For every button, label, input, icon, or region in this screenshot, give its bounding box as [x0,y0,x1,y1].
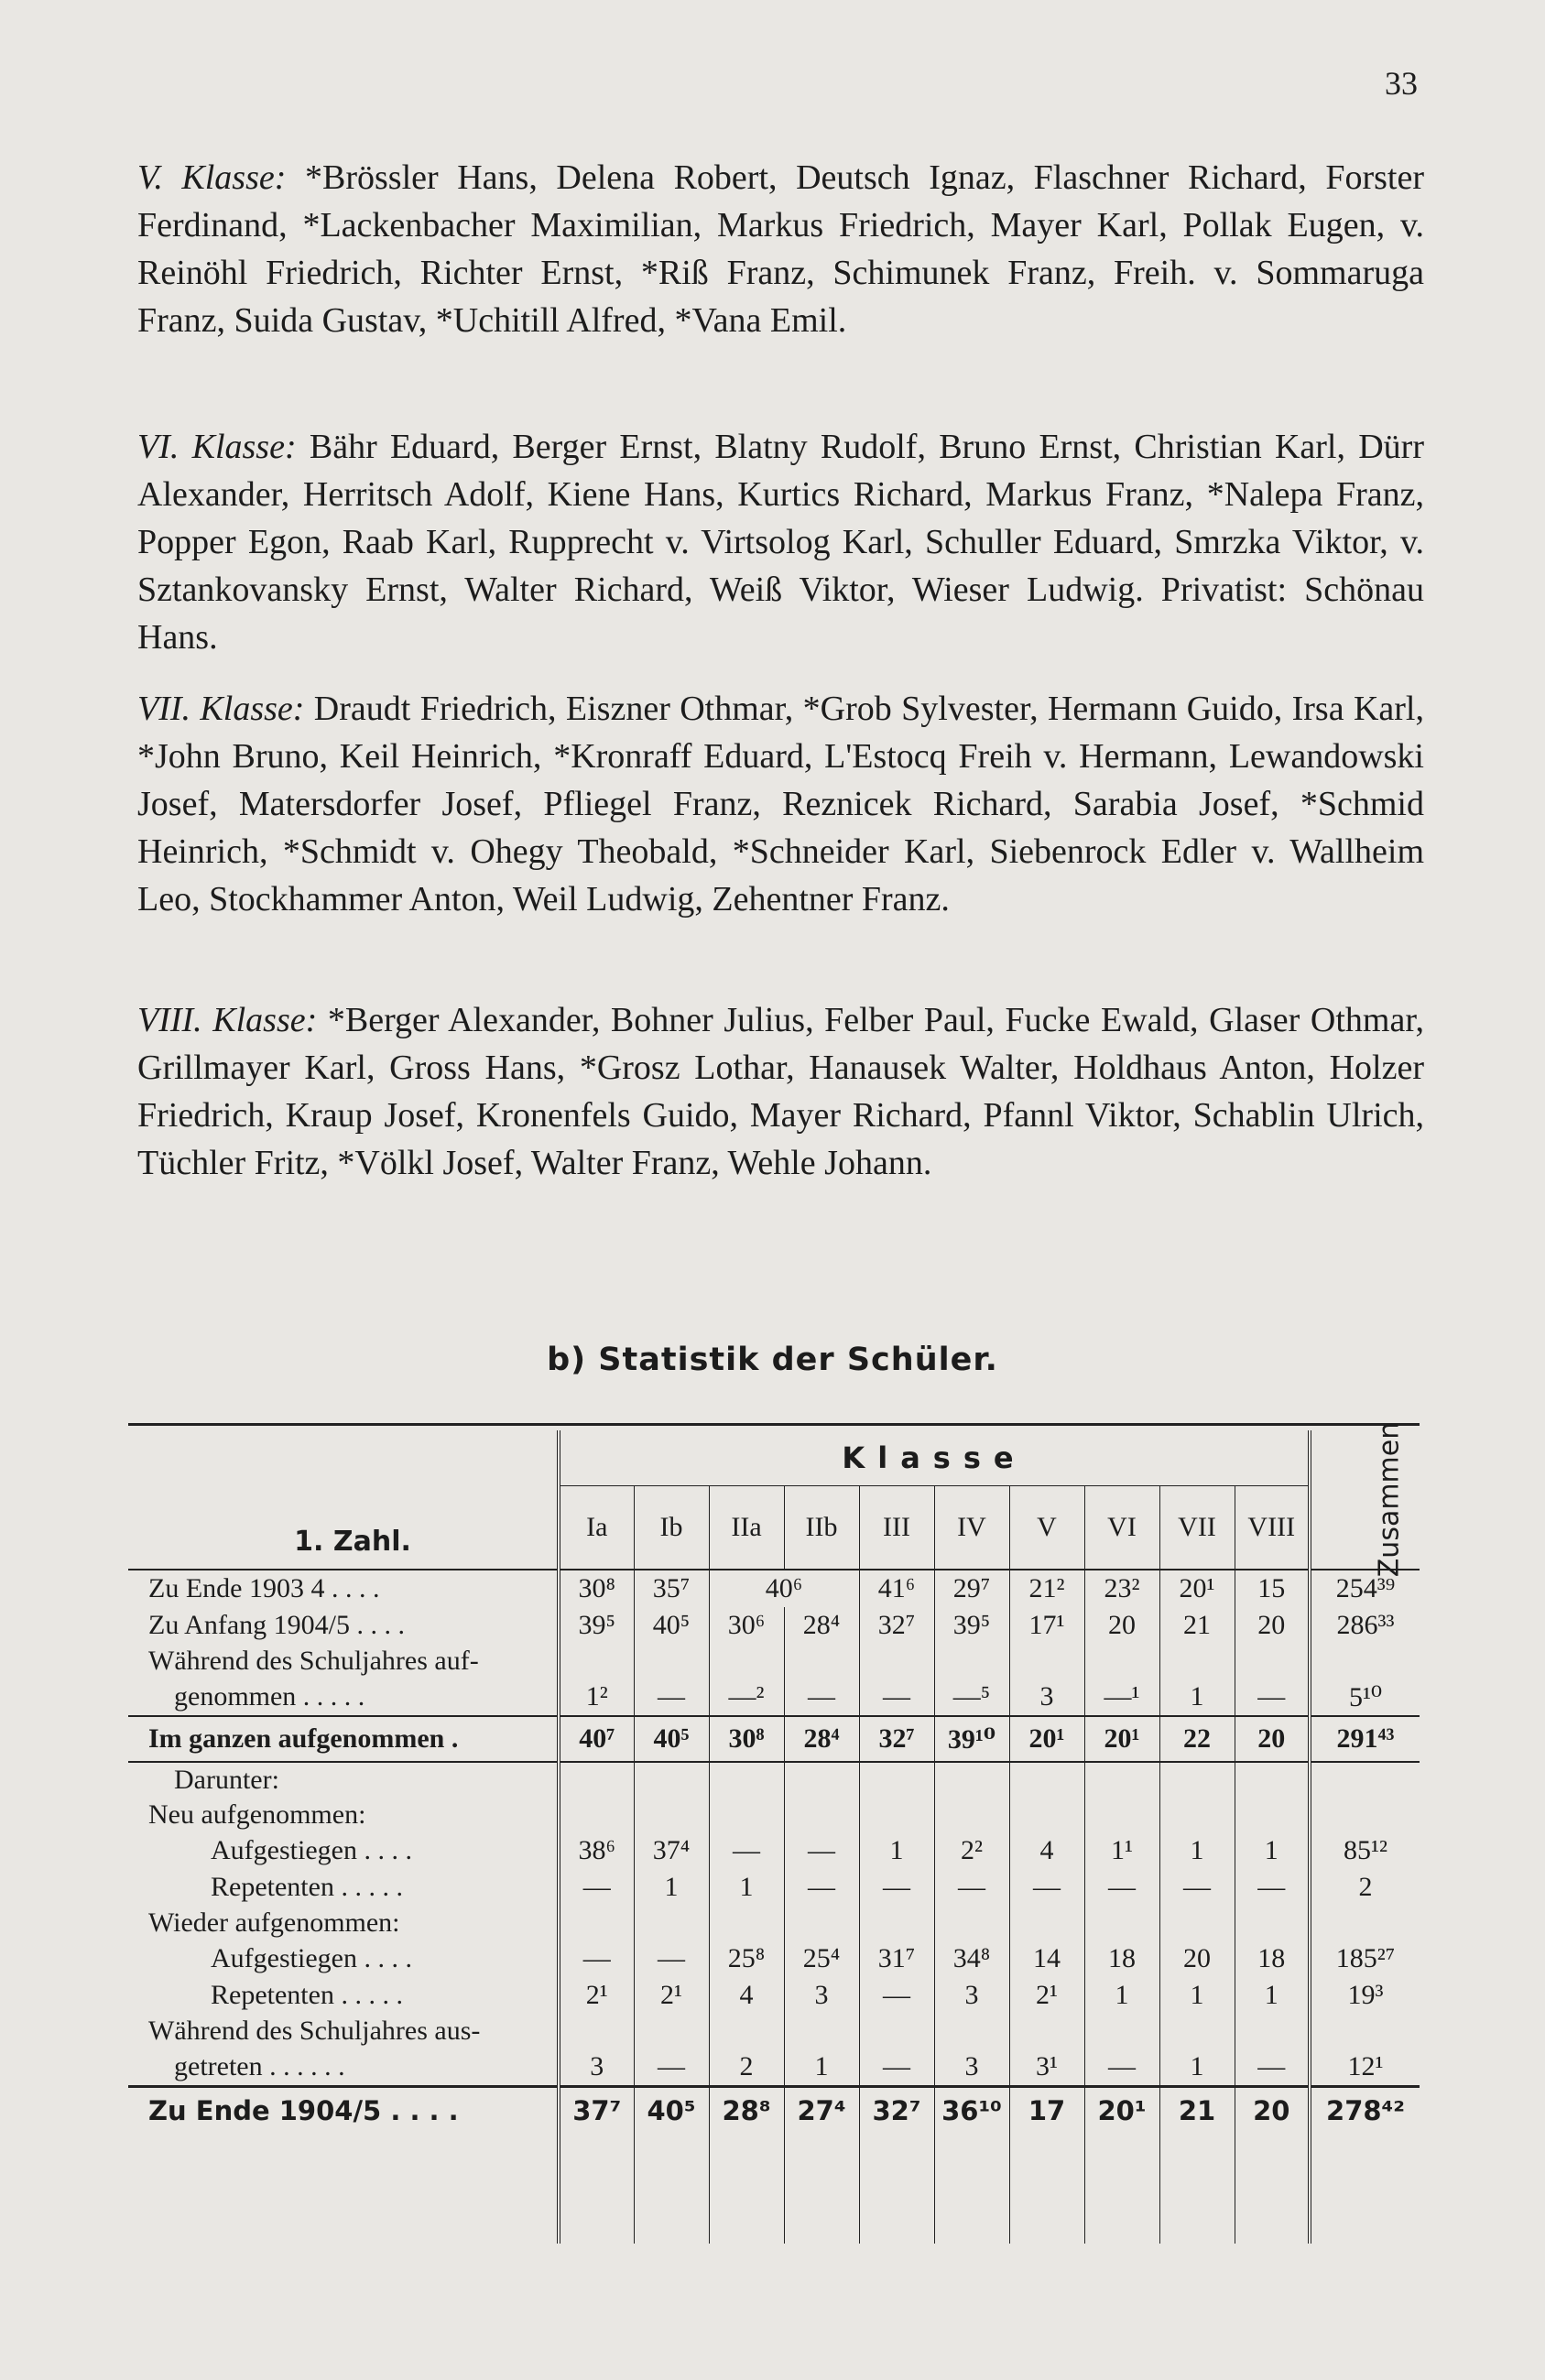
table-cell: 29⁷ [934,1570,1009,1607]
table-cell: 40⁵ [634,1607,709,1644]
total-cell: 254³⁹ [1310,1570,1420,1607]
table-cell: 2 [709,2049,784,2087]
table-cell: 21 [1159,1607,1235,1644]
table-cell: 41⁶ [859,1570,934,1607]
table-cell: 1 [1159,1977,1235,2014]
table-cell: — [859,2049,934,2087]
table-cell: 37⁷ [559,2087,634,2135]
table-cell: 35⁷ [634,1570,709,1607]
table-cell: 20 [1159,1940,1235,1977]
table-cell: 20 [1235,2087,1310,2135]
student-list: Draudt Friedrich, Eiszner Othmar, *Grob Sylvester, Hermann Guido, Irsa Karl, *John Bruno, Keil Heinrich, *Kronraff Eduard, L'Estocq Freih v. Hermann, Lewandowski Josef, Matersdorfer Josef, Pfliegel Franz, Reznicek Richard, Sarabia Josef, *Schmid Heinrich, *Schmidt v. Ohegy Theobald, *Schneider Karl, Siebenrock Edler v. Wallheim Leo, Stockhammer Anton, Weil Ludwig, Zehentner Franz. [137,690,1424,918]
klasse-label: VIII. Klasse: [137,1001,318,1039]
table-cell: 3¹ [1009,2049,1084,2087]
total-cell: 286³³ [1310,1607,1420,1644]
table-row [128,1869,1420,1906]
table-cell: 14 [1009,1940,1084,1977]
zusammen-header [1310,1421,1420,1578]
table-cell: 3 [934,1977,1009,2014]
table-cell: — [1235,1869,1310,1906]
row-label: Darunter: [128,1762,559,1798]
table-cell: 2¹ [559,1977,634,2014]
zusammen-label: Zusammen [1373,1421,1406,1578]
student-list: *Brössler Hans, Delena Robert, Deutsch Ignaz, Flaschner Richard, Forster Ferdinand, *Lackenbacher Maximilian, Markus Friedrich, Mayer Karl, Pollak Eugen, v. Reinöhl Friedrich, Richter Ernst, *Riß Franz, Schimunek Franz, Freih. v. Sommaruga Franz, Suida Gustav, *Uchitill Alfred, *Vana Emil. [137,158,1424,340]
table-cell: 31⁷ [859,1940,934,1977]
table-cell: 22 [1159,1716,1235,1762]
klasse-header: Klasse [559,1430,1310,1486]
table-cell: 30⁸ [709,1716,784,1762]
table-cell: 20¹ [1084,1716,1159,1762]
row-label: Wieder aufgenommen: [128,1906,559,1940]
table-cell: 20 [1235,1716,1310,1762]
column-header: VII [1159,1486,1235,1570]
table-cell: 40⁷ [559,1716,634,1762]
table-cell: 1 [859,1832,934,1869]
row-label: Zu Ende 1904/5 . . . . [128,2087,559,2135]
table-cell: — [1009,1869,1084,1906]
table-cell: 20¹ [1009,1716,1084,1762]
table-cell: 1 [1159,1679,1235,1716]
table-cell: —² [709,1679,784,1716]
table-row [128,2049,1420,2087]
table-row [128,1906,1420,1940]
table-cell: 3 [559,2049,634,2087]
table-cell: 4 [1009,1832,1084,1869]
table-cell: 20¹ [1159,1570,1235,1607]
paragraph-klasse-8 [137,996,1424,1187]
table-cell: 34⁸ [934,1940,1009,1977]
total-cell: 291⁴³ [1310,1716,1420,1762]
table-cell: 32⁷ [859,2087,934,2135]
table-cell: 18 [1084,1940,1159,1977]
total-cell: 185²⁷ [1310,1940,1420,1977]
table-cell: 32⁷ [859,1607,934,1644]
table-cell: — [709,1832,784,1869]
table-cell: — [634,1679,709,1716]
table-cell: — [859,1679,934,1716]
table-cell: — [1084,2049,1159,2087]
table-cell: — [1235,1679,1310,1716]
table-cell: 36¹⁰ [934,2087,1009,2135]
zahl-header: 1. Zahl. [128,1430,559,1570]
total-cell: 278⁴² [1310,2087,1420,2135]
paragraph-klasse-5 [137,154,1424,344]
total-cell: 2 [1310,1869,1420,1906]
page-number: 33 [1385,65,1418,102]
table-cell: 1¹ [1084,1832,1159,1869]
row-label: Repetenten . . . . . [128,1869,559,1906]
table-cell: 18 [1235,1940,1310,1977]
table-cell: 3 [934,2049,1009,2087]
table-cell: — [559,1869,634,1906]
table-cell: — [634,1940,709,1977]
table-cell: 20¹ [1084,2087,1159,2135]
table-cell: — [784,1679,859,1716]
klasse-label: VII. Klasse: [137,690,305,728]
table-cell: 17 [1009,2087,1084,2135]
total-cell: 12¹ [1310,2049,1420,2087]
table-cell: 15 [1235,1570,1310,1607]
table-cell: — [559,1940,634,1977]
table-cell: —⁵ [934,1679,1009,1716]
table-cell: 1 [1235,1832,1310,1869]
table-cell: 40⁶ [709,1570,859,1607]
row-label: Während des Schuljahres aus- [128,2014,559,2049]
table-row [128,1762,1420,1798]
table-cell: 2² [934,1832,1009,1869]
row-label: Repetenten . . . . . [128,1977,559,2014]
table-cell: — [634,2049,709,2087]
table-cell: 3 [1009,1679,1084,1716]
section-heading: b) Statistik der Schüler. [547,1342,998,1378]
table-cell: 1 [784,2049,859,2087]
total-cell: 19³ [1310,1977,1420,2014]
statistics-table-wrapper [128,1421,1420,2244]
table-cell: 28⁸ [709,2087,784,2135]
table-cell: 28⁴ [784,1607,859,1644]
table-cell: — [1084,1869,1159,1906]
table-row [128,1716,1420,1762]
column-header: IIa [709,1486,784,1570]
table-cell: 27⁴ [784,2087,859,2135]
total-cell: 5¹⁰ [1310,1679,1420,1716]
student-list: *Berger Alexander, Bohner Julius, Felber Paul, Fucke Ewald, Glaser Othmar, Grillmayer Karl, Gross Hans, *Grosz Lothar, Hanausek Walter, Holdhaus Anton, Holzer Friedrich, Kraup Josef, Kronenfels Guido, Mayer Richard, Pfannl Viktor, Schablin Ulrich, Tüchler Fritz, *Völkl Josef, Walter Franz, Wehle Johann. [137,1001,1424,1182]
column-header: VIII [1235,1486,1310,1570]
table-cell: — [784,1832,859,1869]
table-cell: 21 [1159,2087,1235,2135]
table-cell: 25⁸ [709,1940,784,1977]
table-cell: 1 [709,1869,784,1906]
table-row [128,1940,1420,1977]
table-cell: 37⁴ [634,1832,709,1869]
column-header: IV [934,1486,1009,1570]
column-header: Ia [559,1486,634,1570]
table-cell: 2¹ [1009,1977,1084,2014]
table-cell: 20 [1084,1607,1159,1644]
row-label: genommen . . . . . [128,1679,559,1716]
table-cell: 39⁵ [934,1607,1009,1644]
table-cell: 3 [784,1977,859,2014]
table-cell: 4 [709,1977,784,2014]
table-cell: 30⁶ [709,1607,784,1644]
table-cell: 21² [1009,1570,1084,1607]
table-cell: 40⁵ [634,2087,709,2135]
table-cell: 17¹ [1009,1607,1084,1644]
table-row [128,1679,1420,1716]
column-header: V [1009,1486,1084,1570]
paragraph-klasse-6 [137,423,1424,661]
row-label: Zu Anfang 1904/5 . . . . [128,1607,559,1644]
row-label: Aufgestiegen . . . . [128,1940,559,1977]
total-cell: 85¹² [1310,1832,1420,1869]
row-label: Während des Schuljahres auf- [128,1644,559,1679]
table-cell: — [934,1869,1009,1906]
table-filler-row [128,2134,1420,2244]
table-cell: 25⁴ [784,1940,859,1977]
table-cell: — [784,1869,859,1906]
table-row [128,2087,1420,2135]
row-label: getreten . . . . . . [128,2049,559,2087]
table-cell: 23² [1084,1570,1159,1607]
table-cell: 20 [1235,1607,1310,1644]
table-cell: — [1159,1869,1235,1906]
table-cell: 1 [1235,1977,1310,2014]
klasse-label: V. Klasse: [137,158,287,197]
table-cell: 1 [1159,2049,1235,2087]
column-header: IIb [784,1486,859,1570]
table-cell: 1 [634,1869,709,1906]
table-row [128,1644,1420,1679]
column-header: III [859,1486,934,1570]
table-cell: 1 [1159,1832,1235,1869]
klasse-label: VI. Klasse: [137,428,297,466]
table-row [128,1832,1420,1869]
row-label: Neu aufgenommen: [128,1798,559,1832]
table-cell: 30⁸ [559,1570,634,1607]
table-row [128,1977,1420,2014]
paragraph-klasse-7 [137,685,1424,923]
table-row [128,1607,1420,1644]
row-label: Aufgestiegen . . . . [128,1832,559,1869]
table-cell: — [859,1869,934,1906]
table-cell: —¹ [1084,1679,1159,1716]
table-cell: 1 [1084,1977,1159,2014]
column-header: VI [1084,1486,1159,1570]
table-cell: 39¹⁰ [934,1716,1009,1762]
table-cell: 40⁵ [634,1716,709,1762]
table-cell: 2¹ [634,1977,709,2014]
table-row [128,1798,1420,1832]
table-cell: 1² [559,1679,634,1716]
table-cell: 39⁵ [559,1607,634,1644]
row-label: Im ganzen aufgenommen . [128,1716,559,1762]
table-cell: — [859,1977,934,2014]
table-cell: — [1235,2049,1310,2087]
row-label: Zu Ende 1903 4 . . . . [128,1570,559,1607]
student-list: Bähr Eduard, Berger Ernst, Blatny Rudolf, Bruno Ernst, Christian Karl, Dürr Alexander, Herritsch Adolf, Kiene Hans, Kurtics Richard, Markus Franz, *Nalepa Franz, Popper Egon, Raab Karl, Rupprecht v. Virtsolog Karl, Schuller Eduard, Smrzka Viktor, v. Sztankovansky Ernst, Walter Richard, Weiß Viktor, Wieser Ludwig. Privatist: Schönau Hans. [137,428,1424,657]
table-row [128,2014,1420,2049]
table-cell: 38⁶ [559,1832,634,1869]
column-header: Ib [634,1486,709,1570]
table-row [128,1570,1420,1607]
table-cell: 28⁴ [784,1716,859,1762]
statistics-table [128,1421,1420,2244]
table-cell: 32⁷ [859,1716,934,1762]
